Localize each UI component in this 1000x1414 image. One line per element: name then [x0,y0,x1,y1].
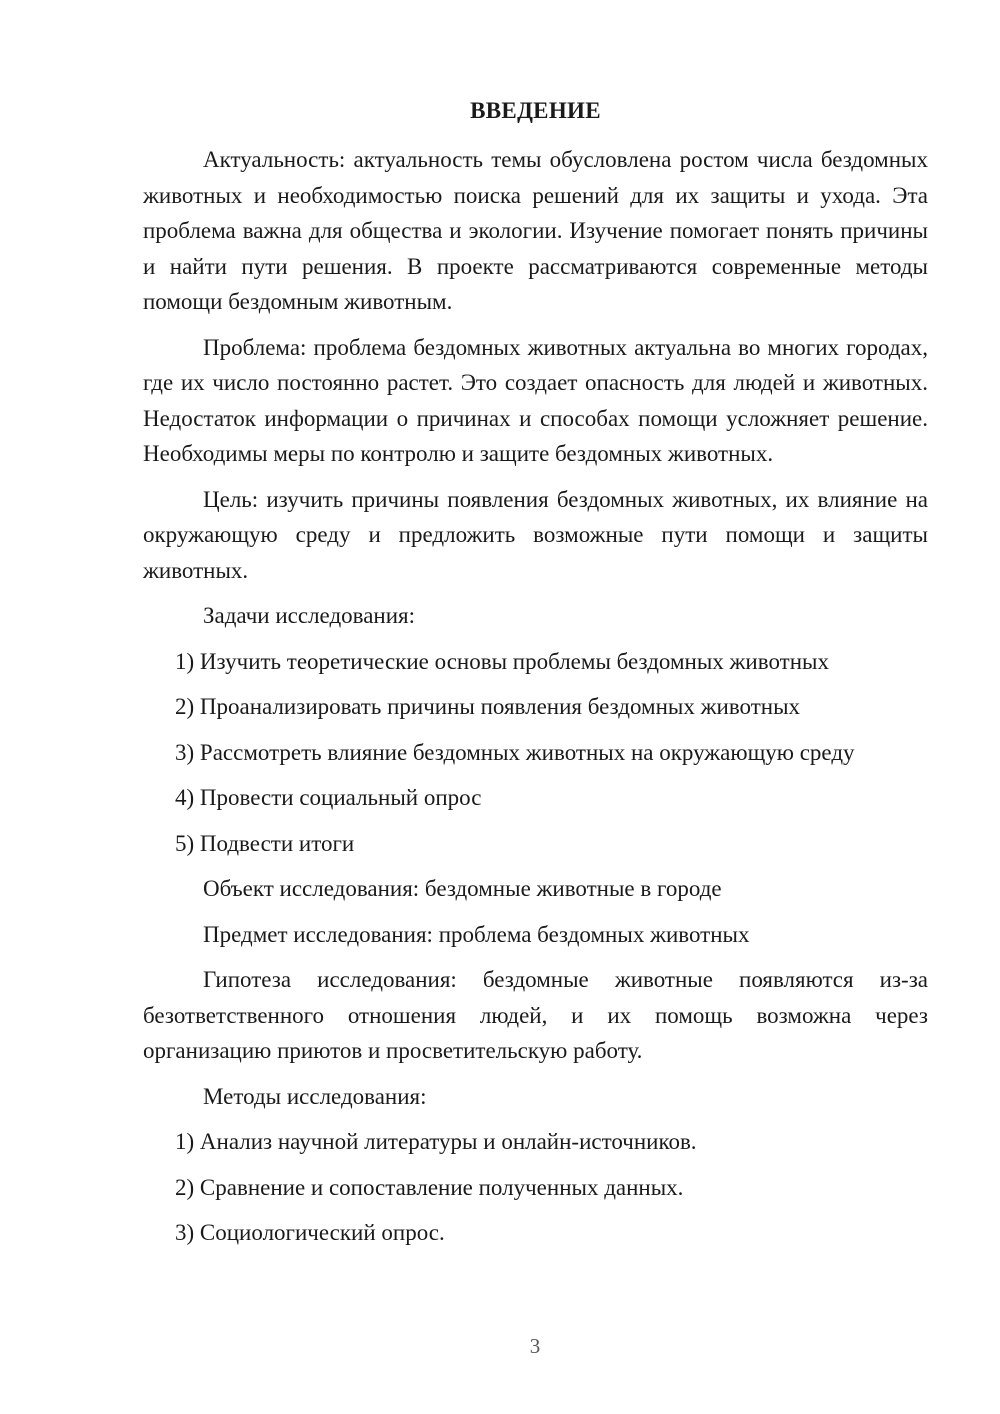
method-item: 3) Социологический опрос. [175,1220,445,1245]
document-body [143,142,928,1261]
page-number: 3 [529,1334,541,1358]
task-item: 3) Рассмотреть влияние бездомных животных на окружающую среду [175,739,855,765]
task-item: 4) Провести социальный опрос [175,785,482,810]
method-item: 1) Анализ научной литературы и онлайн-источников. [175,1129,697,1154]
goal-paragraph: Цель: изучить причины появления бездомных животных, их влияние на окружающую среду и предложить возможные пути помощи и защиты животных. [143,486,928,583]
section-heading: ВВЕДЕНИЕ [470,98,601,123]
task-item: 5) Подвести итоги [175,830,355,856]
tasks-heading: Задачи исследования: [203,603,416,628]
task-item: 1) Изучить теоретические основы проблемы бездомных животных [175,648,829,674]
problem-paragraph: Проблема: проблема бездомных животных актуальна во многих городах, где их число постоянно растет. Это создает опасность для людей и животных. Недостаток информации о причинах и способах помощи усложняет решение. Необходимы меры по контролю и защите бездомных животных. [143,334,928,466]
task-item: 2) Проанализировать причины появления бездомных животных [175,694,801,719]
object-paragraph: Объект исследования: бездомные животные в городе [203,876,722,901]
method-item: 2) Сравнение и сопоставление полученных данных. [175,1174,684,1200]
hypothesis-paragraph: Гипотеза исследования: бездомные животные появляются из-за безответственного отношения людей, и их помощь возможна через организацию приютов и просветительскую работу. [143,967,928,1063]
methods-heading: Методы исследования: [203,1083,427,1109]
subject-paragraph: Предмет исследования: проблема бездомных животных [203,921,750,947]
relevance-paragraph: Актуальность: актуальность темы обусловлена ростом числа бездомных животных и необходимостью поиска решений для их защиты и ухода. Эта проблема важна для общества и экологии. Изучение помогает понять причины и найти пути решения. В проекте рассматриваются современные методы помощи бездомным животным. [143,147,928,314]
